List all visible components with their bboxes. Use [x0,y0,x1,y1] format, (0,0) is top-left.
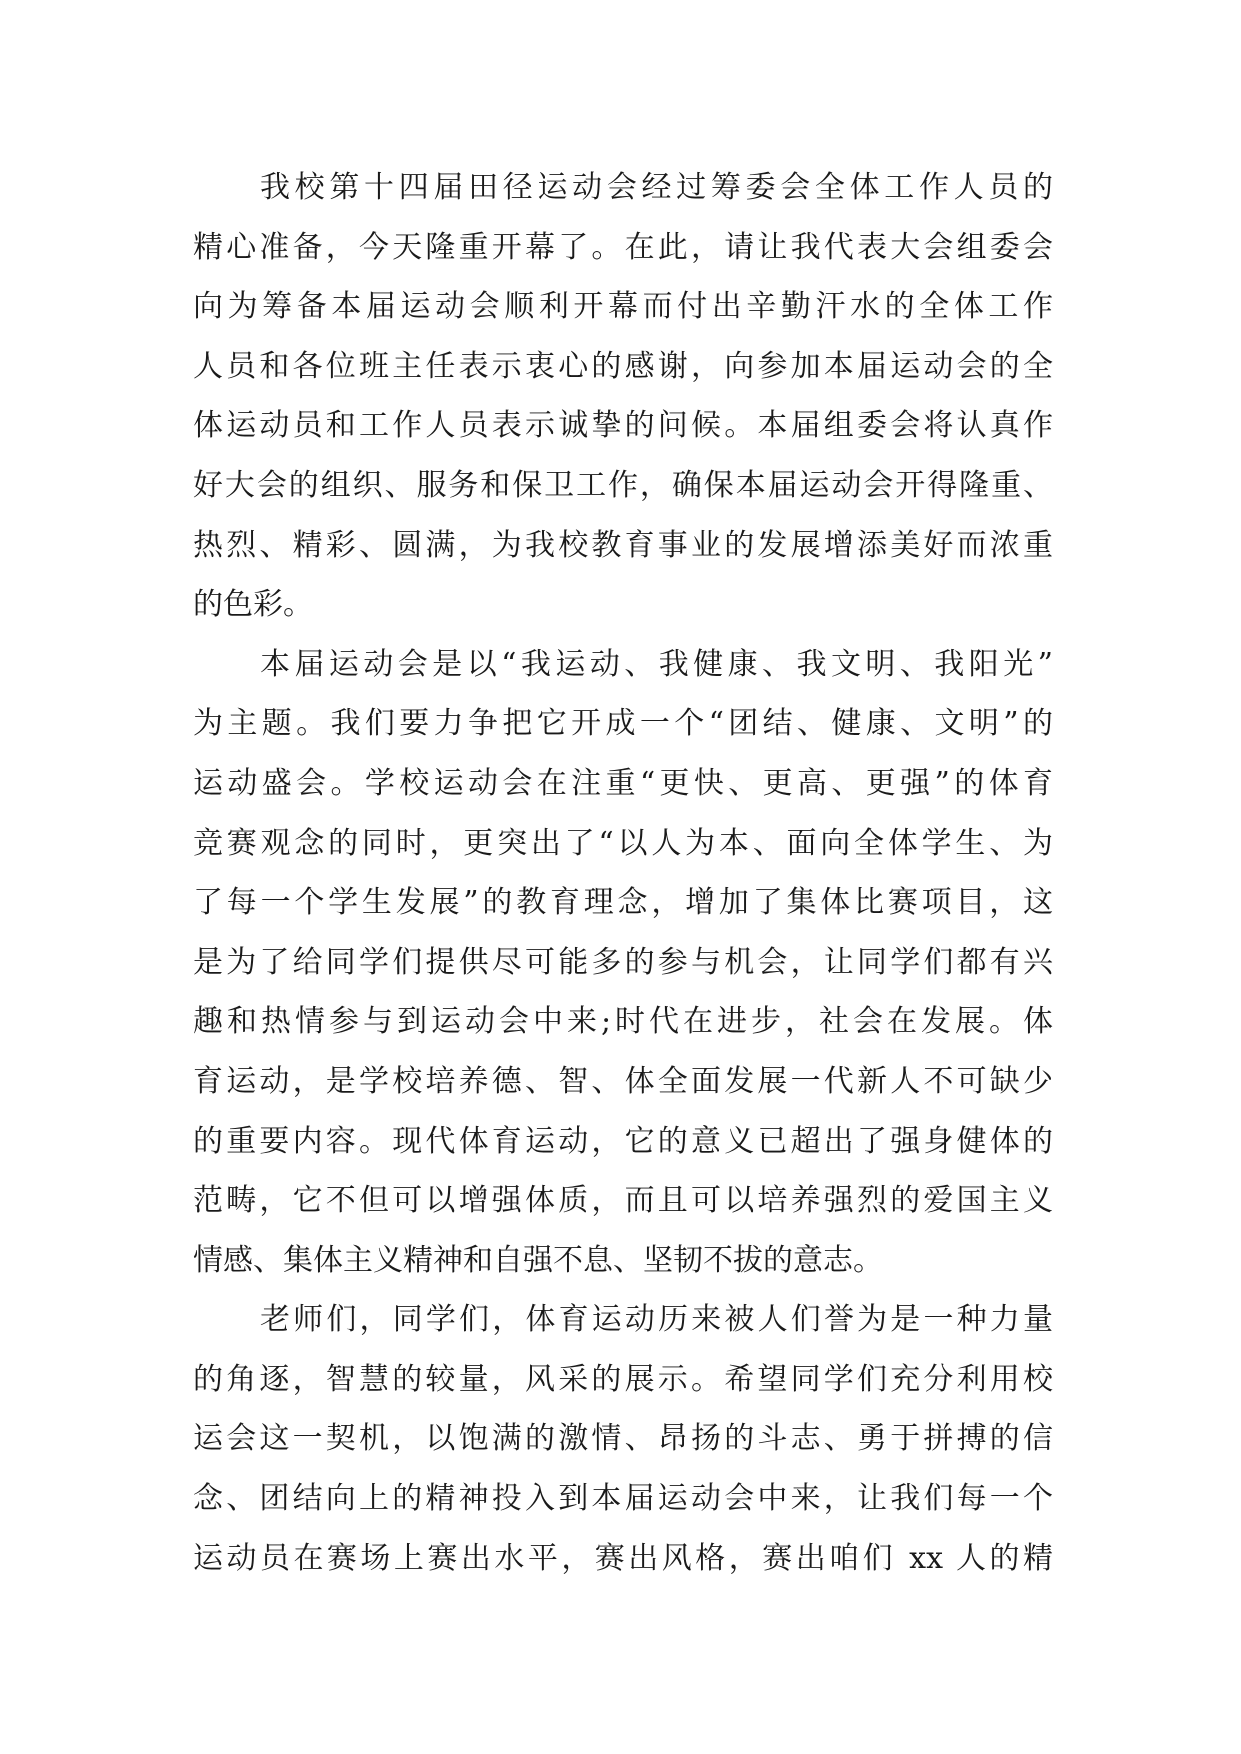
text-line: 运动员在赛场上赛出水平，赛出风格，赛出咱们 xx 人的精 [193,1540,1053,1576]
text-line: 我校第十四届田径运动会经过筹委会全体工作人员的 [260,170,1053,205]
text-line: 趣和热情参与到运动会中来;时代在进步，社会在发展。体 [193,1004,1053,1040]
paragraph-1 [193,158,1053,635]
text-line: 的色彩。 [193,587,313,623]
text-line: 向为筹备本届运动会顺利开幕而付出辛勤汗水的全体工作 [193,289,1053,325]
text-line: 本届运动会是以“我运动、我健康、我文明、我阳光” [260,646,1053,682]
text-line: 好大会的组织、服务和保卫工作，确保本届运动会开得隆重、 [193,467,1053,503]
text-line: 的重要内容。现代体育运动，它的意义已超出了强身健体的 [193,1123,1053,1159]
text-line: 是为了给同学们提供尽可能多的参与机会，让同学们都有兴 [193,944,1053,980]
text-line: 为主题。我们要力争把它开成一个“团结、健康、文明”的 [193,706,1053,742]
text-line: 的角逐，智慧的较量，风采的展示。希望同学们充分利用校 [193,1361,1053,1397]
text-line: 念、团结向上的精神投入到本届运动会中来，让我们每一个 [193,1481,1053,1517]
text-line: 情感、集体主义精神和自强不息、坚韧不拔的意志。 [193,1242,883,1278]
text-line: 老师们，同学们，体育运动历来被人们誉为是一种力量 [260,1302,1053,1338]
text-line: 精心准备，今天隆重开幕了。在此，请让我代表大会组委会 [193,229,1053,265]
text-line: 人员和各位班主任表示衷心的感谢，向参加本届运动会的全 [193,348,1053,384]
text-line: 育运动，是学校培养德、智、体全面发展一代新人不可缺少 [193,1063,1053,1099]
document-body [193,158,1053,1588]
text-line: 运会这一契机，以饱满的激情、昂扬的斗志、勇于拼搏的信 [193,1421,1053,1457]
text-line: 竞赛观念的同时，更突出了“以人为本、面向全体学生、为 [193,825,1053,861]
text-line: 范畴，它不但可以增强体质，而且可以培养强烈的爱国主义 [193,1183,1053,1219]
paragraph-2 [193,635,1053,1291]
text-line: 热烈、精彩、圆满，为我校教育事业的发展增添美好而浓重 [193,527,1053,563]
paragraph-3 [193,1290,1053,1588]
text-line: 运动盛会。学校运动会在注重“更快、更高、更强”的体育 [193,765,1053,801]
text-line: 体运动员和工作人员表示诚挚的问候。本届组委会将认真作 [193,408,1053,444]
text-line: 了每一个学生发展”的教育理念，增加了集体比赛项目，这 [193,885,1053,921]
